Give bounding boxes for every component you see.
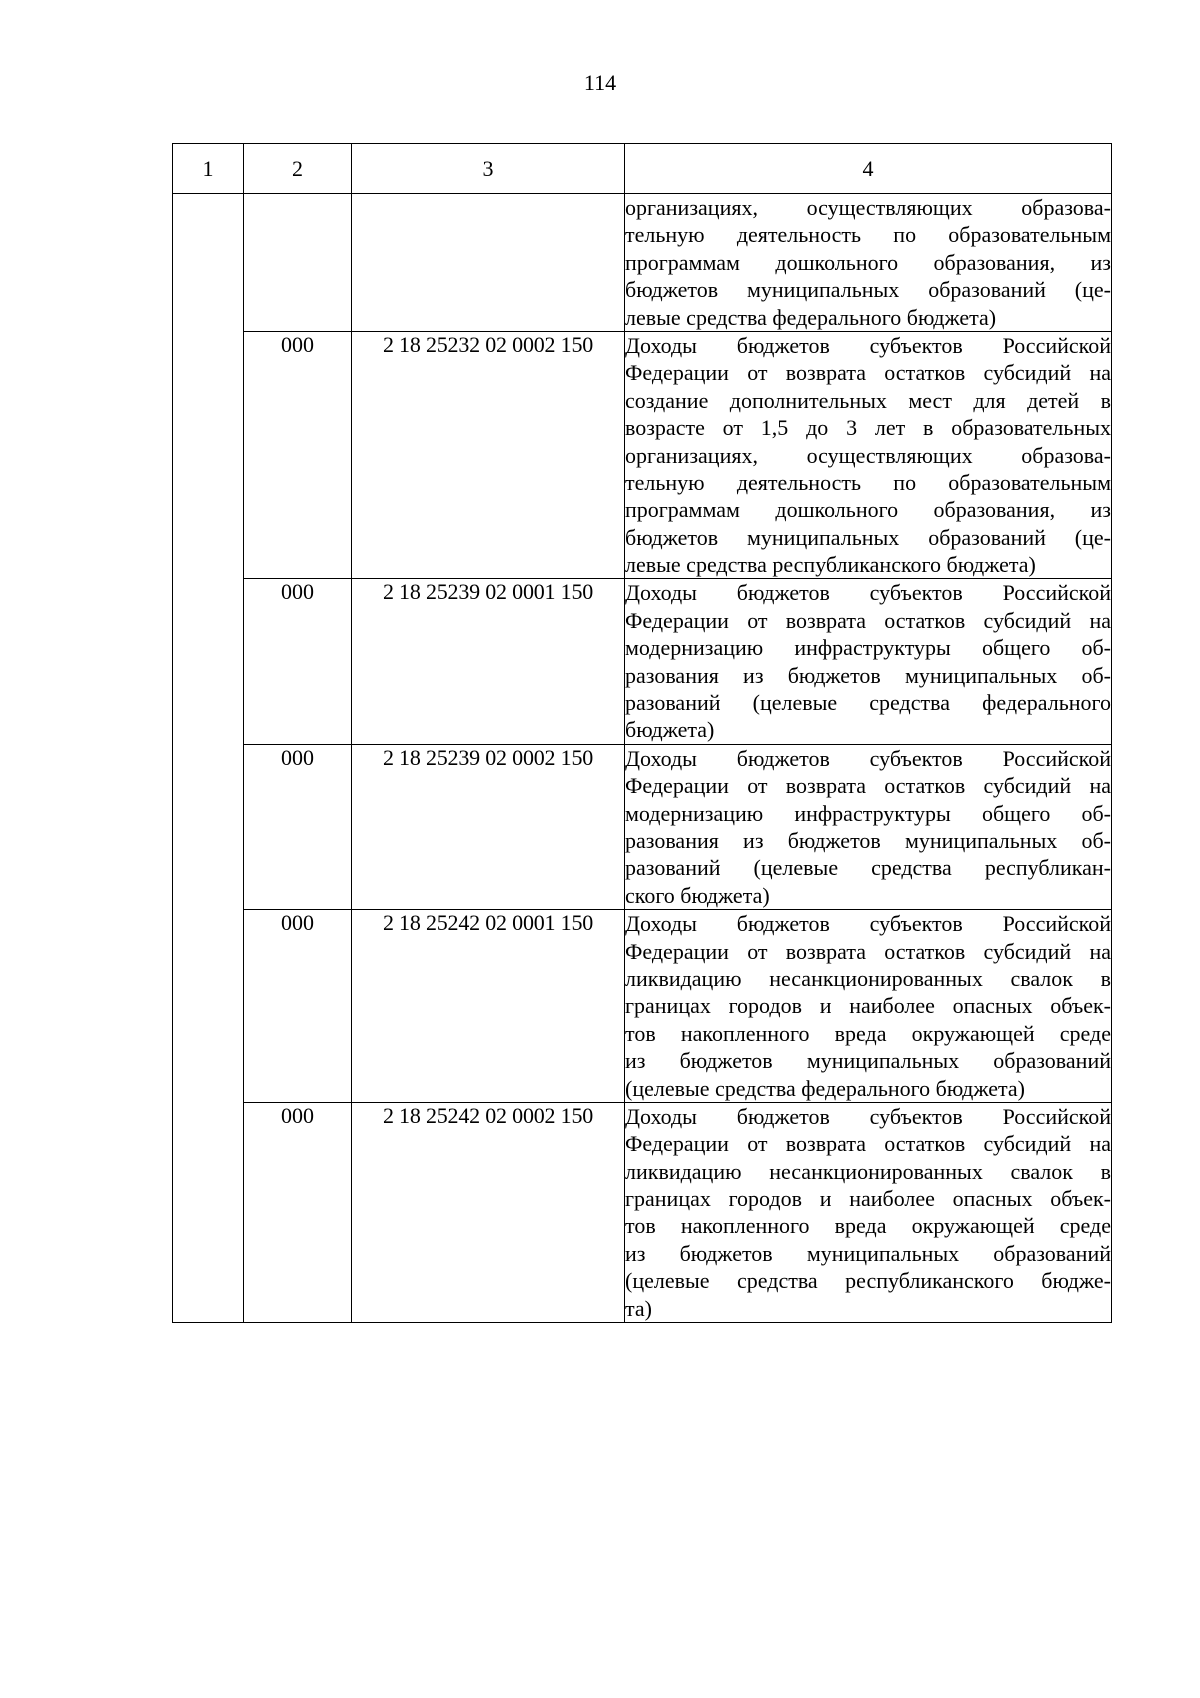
table-header-row bbox=[173, 144, 1112, 194]
admin-code-cell: 000 bbox=[244, 331, 352, 579]
description-line: разований (целевые средства федерального bbox=[625, 690, 1111, 716]
description-line: Федерации от возврата остатков субсидий на bbox=[625, 938, 1111, 964]
description-line: тов накопленного вреда окружающей среде bbox=[625, 1213, 1111, 1239]
description-line: разования из бюджетов муниципальных об- bbox=[625, 827, 1111, 853]
description-cell bbox=[625, 744, 1112, 909]
budget-revenue-table bbox=[172, 143, 1112, 1323]
description-line: Доходы бюджетов субъектов Российской bbox=[625, 1103, 1111, 1129]
description-line: разования из бюджетов муниципальных об- bbox=[625, 662, 1111, 688]
revenue-code-cell: 2 18 25242 02 0002 150 bbox=[352, 1102, 625, 1322]
revenue-code-cell: 2 18 25239 02 0001 150 bbox=[352, 579, 625, 744]
description-line: организациях, осуществляющих образова- bbox=[625, 195, 1111, 220]
description-line: Доходы бюджетов субъектов Российской bbox=[625, 580, 1111, 606]
description-line: Федерации от возврата остатков субсидий на bbox=[625, 360, 1111, 386]
description-line: Доходы бюджетов субъектов Российской bbox=[625, 745, 1111, 771]
revenue-code-cell bbox=[352, 194, 625, 332]
table-row bbox=[173, 579, 1112, 744]
description-line: Федерации от возврата остатков субсидий на bbox=[625, 773, 1111, 799]
description-line: бюджетов муниципальных образований (це- bbox=[625, 524, 1111, 550]
description-line: (целевые средства республиканского бюдже- bbox=[625, 1268, 1111, 1294]
description-line: ского бюджета) bbox=[625, 882, 770, 908]
admin-code-cell: 000 bbox=[244, 579, 352, 744]
description-cell bbox=[625, 910, 1112, 1103]
table-row bbox=[173, 744, 1112, 909]
description-line: границах городов и наиболее опасных объек- bbox=[625, 1186, 1111, 1212]
description-line: левые средства республиканского бюджета) bbox=[625, 552, 1036, 578]
table-row bbox=[173, 910, 1112, 1103]
admin-code-cell: 000 bbox=[244, 910, 352, 1103]
revenue-code-cell: 2 18 25232 02 0002 150 bbox=[352, 331, 625, 579]
description-line: разований (целевые средства республикан- bbox=[625, 855, 1111, 881]
description-line: границах городов и наиболее опасных объек- bbox=[625, 993, 1111, 1019]
description-line: Доходы бюджетов субъектов Российской bbox=[625, 911, 1111, 937]
description-line: возрасте от 1,5 до 3 лет в образовательных bbox=[625, 415, 1111, 441]
header-col-3: 3 bbox=[352, 144, 625, 194]
description-cell bbox=[625, 194, 1112, 332]
description-line: (целевые средства федерального бюджета) bbox=[625, 1075, 1025, 1101]
description-line: тов накопленного вреда окружающей среде bbox=[625, 1020, 1111, 1046]
description-line: та) bbox=[625, 1295, 652, 1321]
revenue-code-cell: 2 18 25242 02 0001 150 bbox=[352, 910, 625, 1103]
table-row bbox=[173, 331, 1112, 579]
page-number: 114 bbox=[583, 70, 617, 95]
description-line: бюджета) bbox=[625, 717, 715, 743]
description-line: Федерации от возврата остатков субсидий на bbox=[625, 1131, 1111, 1157]
admin-code-cell bbox=[244, 194, 352, 332]
description-cell bbox=[625, 1102, 1112, 1322]
description-line: программам дошкольного образования, из bbox=[625, 249, 1111, 275]
header-col-1: 1 bbox=[173, 144, 244, 194]
description-line: тельную деятельность по образовательным bbox=[625, 222, 1111, 248]
header-col-4: 4 bbox=[625, 144, 1112, 194]
revenue-code-cell: 2 18 25239 02 0002 150 bbox=[352, 744, 625, 909]
description-line: модернизацию инфраструктуры общего об- bbox=[625, 800, 1111, 826]
description-line: модернизацию инфраструктуры общего об- bbox=[625, 635, 1111, 661]
admin-code-cell: 000 bbox=[244, 744, 352, 909]
description-line: тельную деятельность по образовательным bbox=[625, 469, 1111, 495]
description-line: ликвидацию несанкционированных свалок в bbox=[625, 1158, 1111, 1184]
description-line: ликвидацию несанкционированных свалок в bbox=[625, 965, 1111, 991]
row-number-cell bbox=[173, 194, 244, 1323]
description-line: Федерации от возврата остатков субсидий на bbox=[625, 607, 1111, 633]
description-line: из бюджетов муниципальных образований bbox=[625, 1048, 1111, 1074]
description-line: Доходы бюджетов субъектов Российской bbox=[625, 332, 1111, 358]
description-line: создание дополнительных мест для детей в bbox=[625, 387, 1111, 413]
description-cell bbox=[625, 579, 1112, 744]
description-cell bbox=[625, 331, 1112, 579]
description-line: из бюджетов муниципальных образований bbox=[625, 1240, 1111, 1266]
table-row bbox=[173, 1102, 1112, 1322]
table-row bbox=[173, 194, 1112, 332]
admin-code-cell: 000 bbox=[244, 1102, 352, 1322]
header-col-2: 2 bbox=[244, 144, 352, 194]
description-line: программам дошкольного образования, из bbox=[625, 497, 1111, 523]
description-line: организациях, осуществляющих образова- bbox=[625, 442, 1111, 468]
description-line: левые средства федерального бюджета) bbox=[625, 304, 997, 330]
description-line: бюджетов муниципальных образований (це- bbox=[625, 277, 1111, 303]
